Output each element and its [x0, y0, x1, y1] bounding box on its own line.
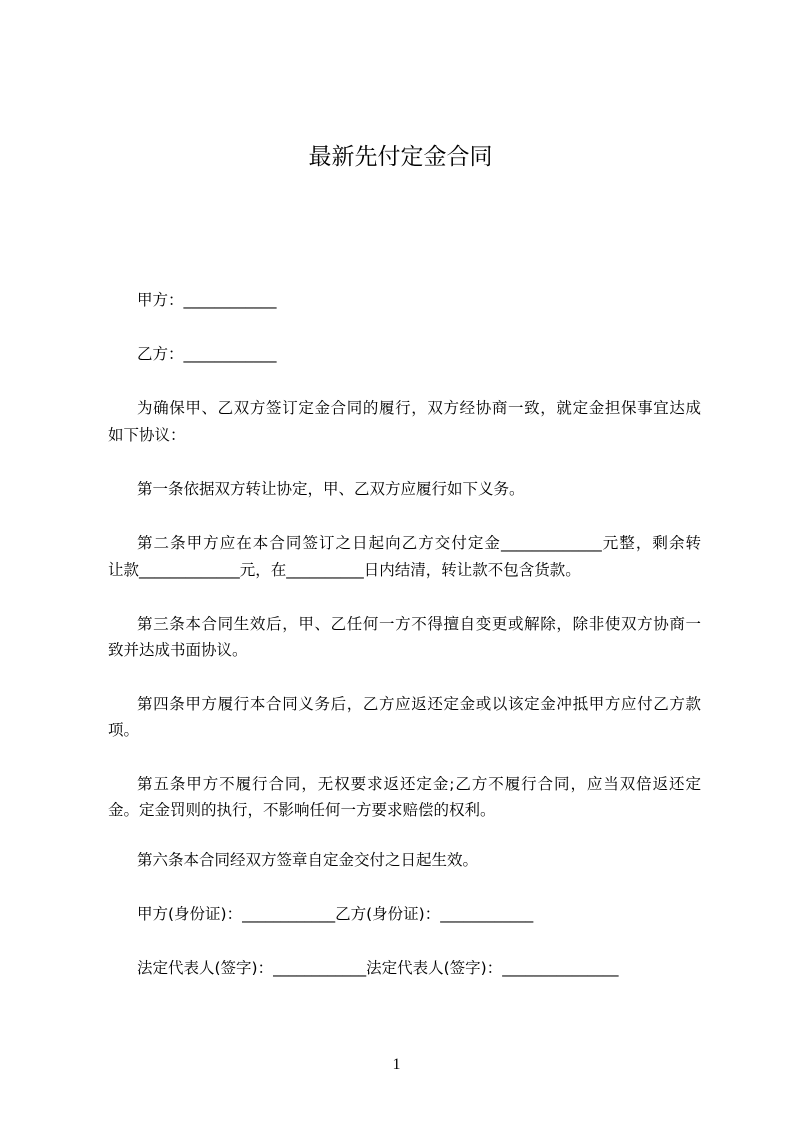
- clause-line: 第三条本合同生效后，甲、乙任何一方不得擅自变更或解除，除非使双方协商一: [137, 615, 701, 633]
- clause-line: 第四条甲方履行本合同义务后，乙方应返还定金或以该定金冲抵甲方应付乙方款: [137, 695, 701, 713]
- preamble-line: 为确保甲、乙双方签订定金合同的履行，双方经协商一致，就定金担保事宜达成: [137, 399, 701, 417]
- clause-line: 致并达成书面协议。: [108, 641, 248, 659]
- preamble-line: 如下协议：: [108, 426, 186, 444]
- document-title: 最新先付定金合同: [308, 144, 493, 170]
- party-a-line: 甲方：____________: [137, 291, 277, 309]
- clause-line: 金。定金罚则的执行，不影响任何一方要求赔偿的权利。: [108, 801, 496, 819]
- clause-line: 第一条依据双方转让协定，甲、乙双方应履行如下义务。: [137, 480, 525, 498]
- id-signature-line: 甲方(身份证)：____________乙方(身份证)：____________: [137, 905, 534, 923]
- clause-line: 第五条甲方不履行合同，无权要求返还定金;乙方不履行合同，应当双倍返还定: [137, 775, 701, 793]
- representative-signature-line: 法定代表人(签字)：____________法定代表人(签字)：_______________: [137, 959, 619, 977]
- page-number: 1: [392, 1056, 401, 1073]
- party-b-line: 乙方：____________: [137, 345, 277, 363]
- clause-line: 项。: [108, 721, 140, 739]
- clause-line: 让款_____________元，在__________日内结清，转让款不包含货款。: [108, 561, 581, 579]
- clause-line: 第二条甲方应在本合同签订之日起向乙方交付定金_____________元整，剩余转: [137, 534, 701, 552]
- clause-line: 第六条本合同经双方签章自定金交付之日起生效。: [137, 851, 479, 869]
